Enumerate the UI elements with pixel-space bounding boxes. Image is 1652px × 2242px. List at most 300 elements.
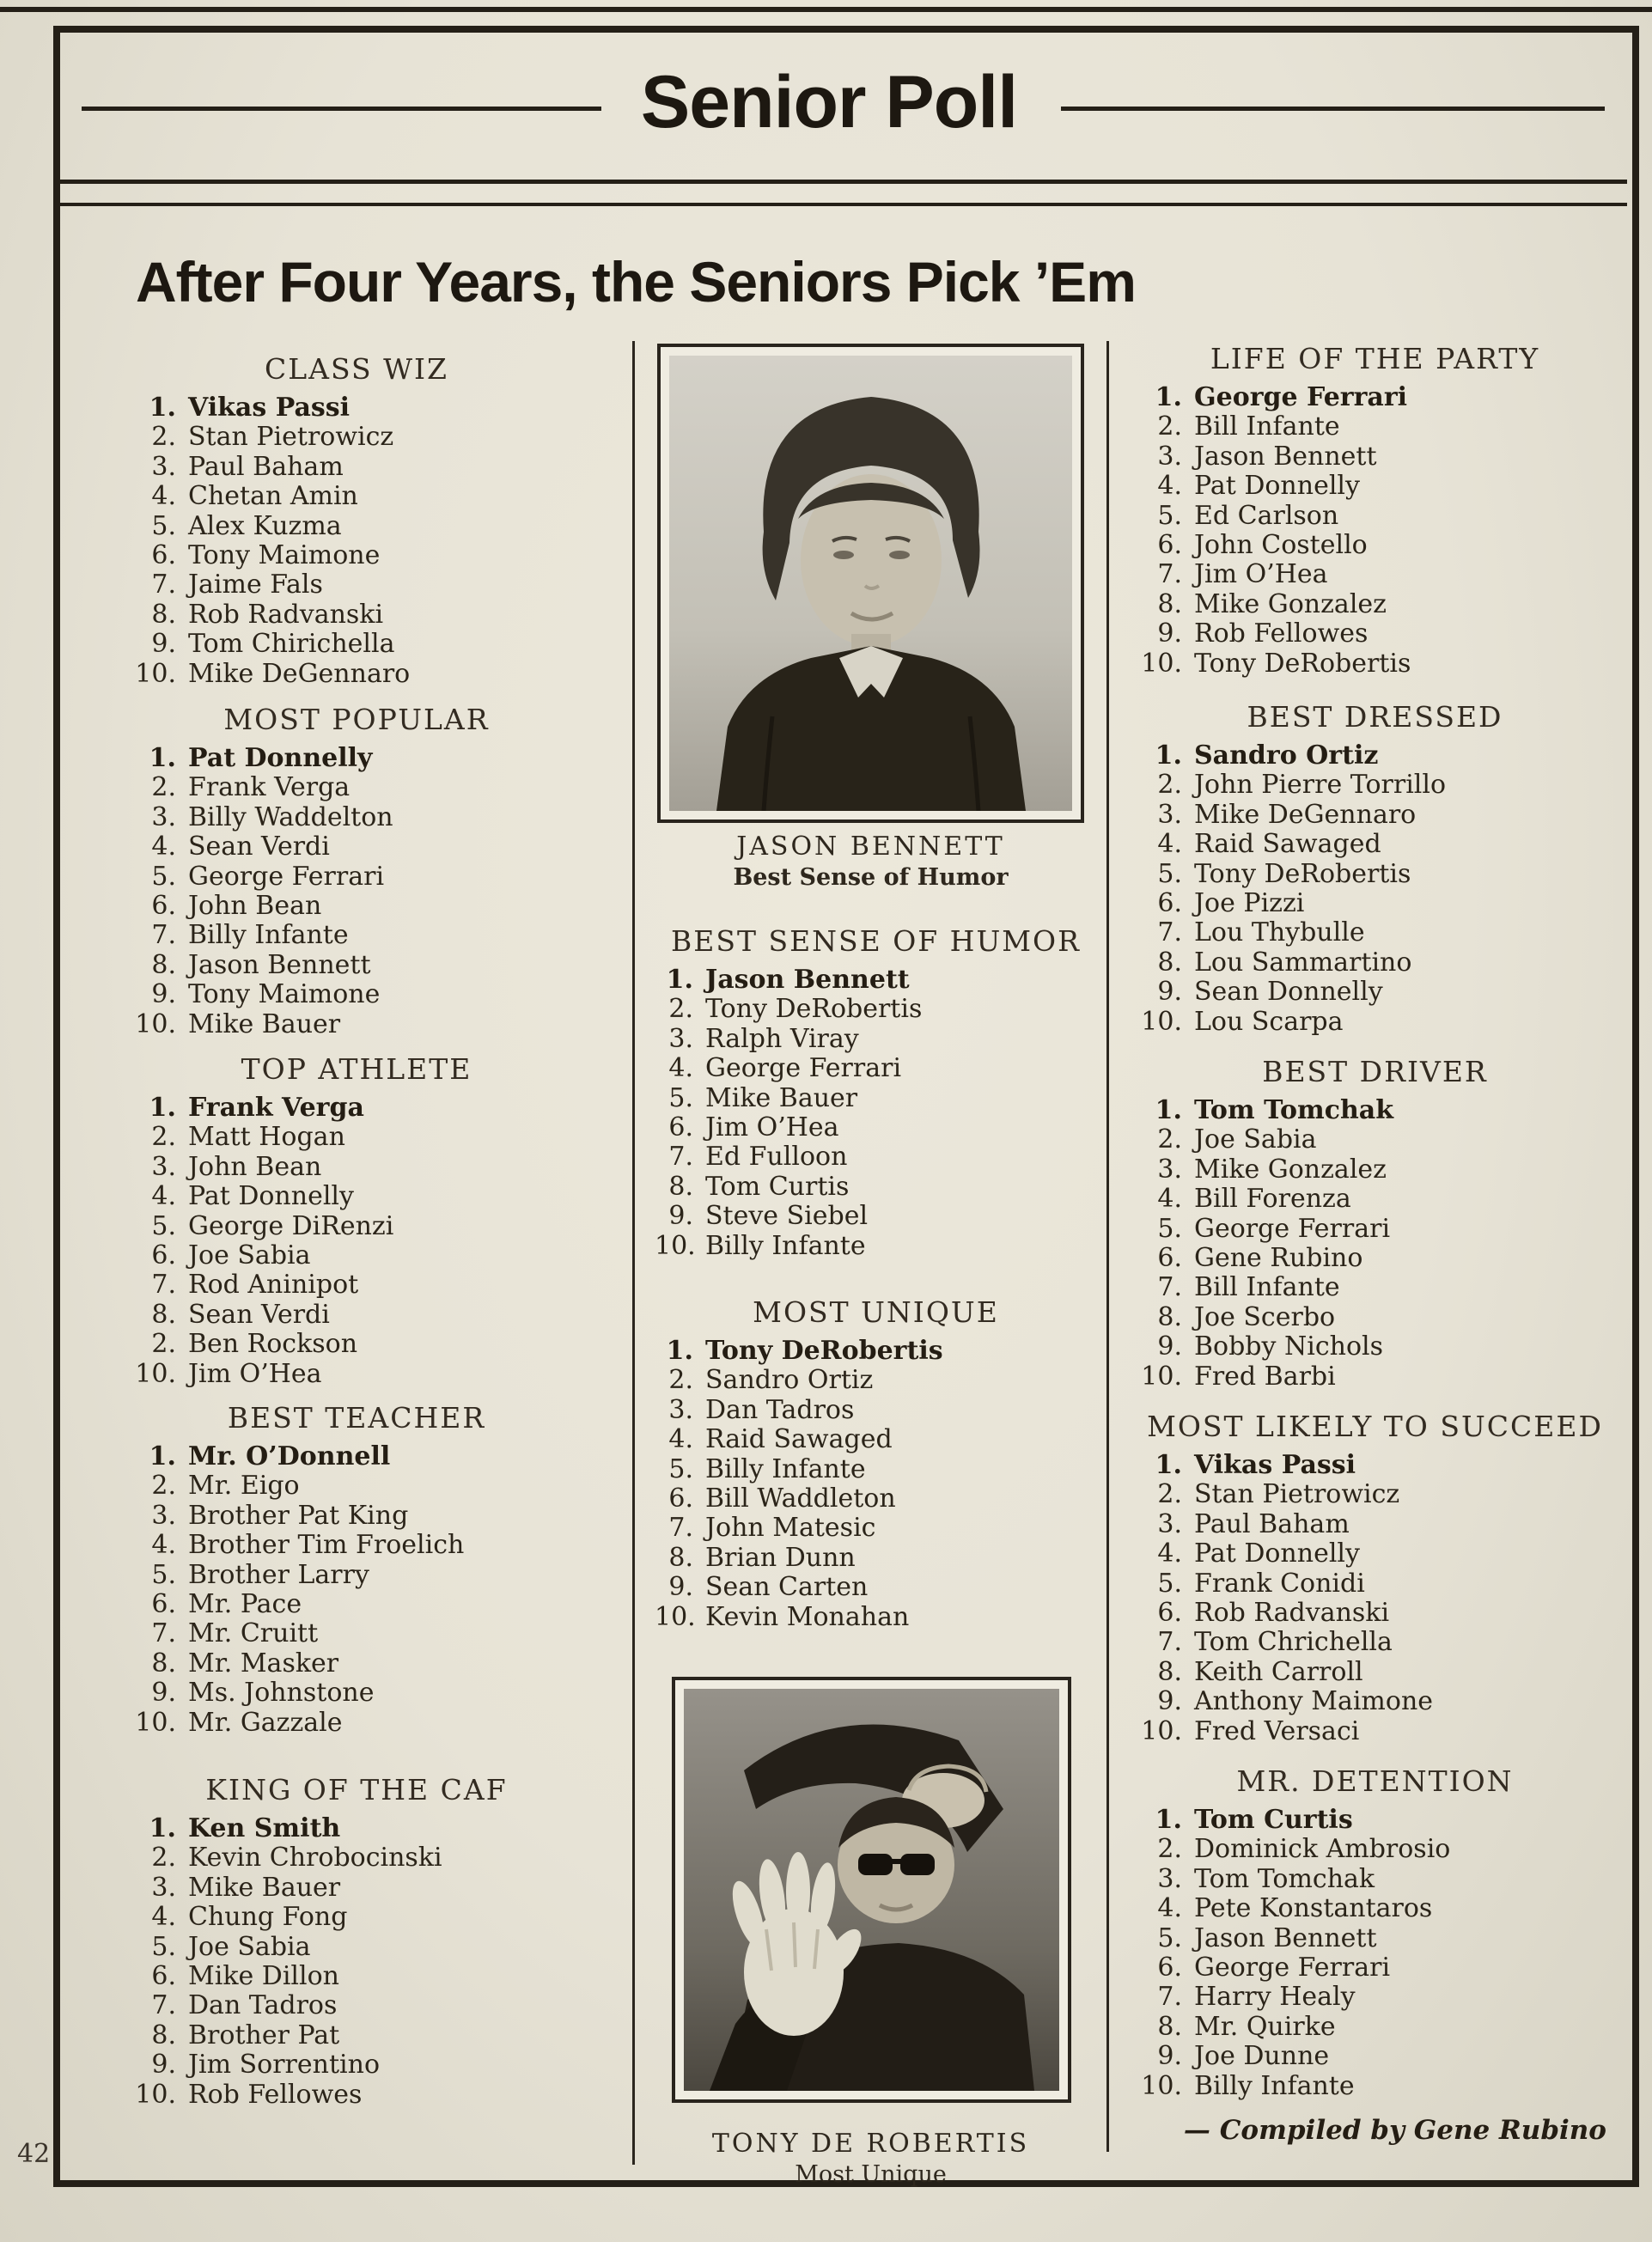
headline: After Four Years, the Seniors Pick ’Em [136, 250, 1136, 314]
poll-list-item [94, 1619, 619, 1648]
tony-derobertis-photo [672, 1677, 1071, 2103]
poll-rank-number: 7. [151, 1618, 176, 1649]
compiled-by-credit: — Compiled by Gene Rubino [1183, 2115, 1606, 2146]
poll-list-item [94, 570, 619, 600]
poll-list-item [1124, 830, 1626, 859]
poll-name: Jason Bennett [188, 949, 371, 980]
poll-section-best-driver [1124, 1055, 1626, 1392]
poll-list [94, 1094, 619, 1389]
poll-list-item [1124, 1480, 1626, 1509]
poll-name: Pat Donnelly [188, 743, 373, 773]
poll-rank-number: 10. [1141, 1006, 1182, 1037]
poll-list-item [1124, 383, 1626, 412]
poll-name: Frank Verga [188, 1093, 364, 1123]
poll-rank-number: 8. [1157, 1301, 1182, 1332]
column-divider-left [632, 341, 635, 2165]
poll-name: Vikas Passi [1194, 1450, 1356, 1480]
poll-list-item [1124, 1332, 1626, 1362]
poll-list-item [655, 1544, 1097, 1573]
poll-list-item [1124, 1539, 1626, 1569]
poll-name: Rob Radvanski [188, 599, 384, 630]
poll-list-item [1124, 1510, 1626, 1539]
jason-bennett-photo [657, 344, 1084, 823]
section-title: TOP ATHLETE [241, 1052, 472, 1086]
poll-rank-number: 2. [151, 422, 176, 453]
poll-name: Billy Infante [705, 1453, 866, 1484]
poll-list-item [655, 1514, 1097, 1543]
poll-rank-number: 4. [668, 1053, 693, 1084]
poll-list-item [94, 1270, 619, 1300]
poll-list [1124, 1451, 1626, 1746]
poll-list-item [94, 832, 619, 862]
poll-list-item [655, 1366, 1097, 1395]
poll-rank-number: 5. [151, 1931, 176, 1962]
poll-name: Jason Bennett [705, 965, 910, 995]
poll-list-item [1124, 1924, 1626, 1953]
poll-name: Dan Tadros [705, 1394, 855, 1425]
poll-list-item [1124, 978, 1626, 1007]
poll-rank-number: 1. [1155, 1450, 1182, 1480]
poll-rank-number: 1. [149, 1093, 176, 1123]
poll-name: Mike Gonzalez [1194, 588, 1387, 619]
poll-section-most-unique [655, 1295, 1097, 1632]
poll-list-item [94, 1678, 619, 1708]
poll-rank-number: 10. [655, 1601, 696, 1632]
poll-name: Kevin Chrobocinski [188, 1843, 442, 1873]
poll-rank-number: 4. [1157, 1893, 1182, 1924]
poll-rank-number: 5. [151, 1559, 176, 1590]
poll-name: Pat Donnelly [1194, 471, 1360, 502]
poll-list-item [655, 1084, 1097, 1113]
poll-list-item [1124, 1215, 1626, 1244]
poll-list-item [94, 1561, 619, 1590]
poll-list-item [655, 1232, 1097, 1261]
poll-list-item [94, 2081, 619, 2110]
section-title: MR. DETENTION [1236, 1764, 1514, 1798]
poll-name: Mike DeGennaro [1194, 799, 1417, 830]
poll-name: Brian Dunn [705, 1542, 856, 1573]
poll-list-item [94, 892, 619, 921]
poll-list-item [655, 1054, 1097, 1083]
poll-list-item [655, 1142, 1097, 1172]
poll-name: Jim Sorrentino [188, 2050, 381, 2081]
poll-name: Raid Sawaged [1194, 829, 1381, 860]
poll-rank-number: 8. [151, 2020, 176, 2050]
poll-rank-number: 9. [151, 629, 176, 660]
poll-rank-number: 10. [135, 658, 176, 689]
poll-name: Ben Rockson [188, 1329, 358, 1360]
poll-name: Ms. Johnstone [188, 1678, 375, 1709]
poll-rank-number: 5. [1157, 1922, 1182, 1953]
poll-rank-number: 9. [151, 1678, 176, 1709]
poll-name: Vikas Passi [188, 393, 351, 423]
poll-name: Mike Bauer [705, 1082, 858, 1113]
poll-name: Steve Siebel [705, 1201, 869, 1232]
page-title: Senior Poll [640, 61, 1018, 143]
poll-name: John Bean [188, 891, 322, 922]
poll-name: Joe Sabia [188, 1240, 311, 1271]
poll-name: Rod Aninipot [188, 1270, 359, 1301]
poll-rank-number: 3. [668, 1023, 693, 1054]
poll-list-item [94, 2050, 619, 2080]
poll-name: Jim O’Hea [188, 1358, 322, 1389]
poll-rank-number: 2. [1157, 770, 1182, 801]
poll-section-king-of-the-caf [94, 1773, 619, 2110]
poll-list-item [1124, 531, 1626, 560]
poll-rank-number: 7. [151, 920, 176, 951]
poll-list-item [94, 773, 619, 802]
poll-rank-number: 9. [1157, 618, 1182, 649]
poll-name: Tony DeRobertis [705, 1336, 943, 1366]
poll-list-item [1124, 1983, 1626, 2012]
poll-rank-number: 4. [151, 1530, 176, 1561]
poll-list-item [94, 1991, 619, 2020]
poll-name: Dominick Ambrosio [1194, 1834, 1451, 1865]
poll-rank-number: 9. [668, 1572, 693, 1603]
poll-rank-number: 7. [1157, 559, 1182, 590]
poll-list-item [1124, 2072, 1626, 2101]
tony-derobertis-portrait-illustration [684, 1689, 1059, 2091]
poll-name: Tom Chrichella [1194, 1627, 1393, 1658]
poll-name: Lou Sammartino [1194, 947, 1412, 978]
poll-name: Kevin Monahan [705, 1601, 910, 1632]
poll-list-item [1124, 771, 1626, 800]
jason-photo-caption [655, 832, 1087, 891]
poll-list-item [1124, 1628, 1626, 1657]
poll-name: Jason Bennett [1194, 1922, 1377, 1953]
poll-name: George Ferrari [705, 1053, 902, 1084]
poll-list-item [1124, 1185, 1626, 1214]
poll-name: Jaime Fals [188, 570, 323, 600]
poll-rank-number: 4. [151, 832, 176, 862]
poll-rank-number: 8. [151, 599, 176, 630]
poll-list-item [1124, 1658, 1626, 1687]
poll-name: John Pierre Torrillo [1194, 770, 1447, 801]
poll-name: Mr. Quirke [1194, 2011, 1336, 2042]
poll-list-item [94, 1471, 619, 1501]
poll-name: Pat Donnelly [1194, 1538, 1360, 1569]
poll-name: Alex Kuzma [188, 510, 342, 541]
column-divider-right [1106, 341, 1109, 2152]
poll-rank-number: 2. [1157, 1834, 1182, 1865]
poll-rank-number: 7. [1157, 1627, 1182, 1658]
poll-list [1124, 1806, 1626, 2101]
poll-name: Paul Baham [188, 451, 344, 482]
poll-rank-number: 3. [151, 801, 176, 832]
poll-list-item [1124, 560, 1626, 589]
poll-rank-number: 3. [151, 451, 176, 482]
poll-rank-number: 8. [668, 1542, 693, 1573]
poll-rank-number: 7. [151, 1270, 176, 1301]
poll-name: Jason Bennett [1194, 441, 1377, 472]
poll-name: Brother Tim Froelich [188, 1530, 465, 1561]
poll-name: Rob Fellowes [188, 2079, 363, 2110]
poll-rank-number: 7. [668, 1142, 693, 1173]
poll-rank-number: 8. [1157, 1656, 1182, 1687]
section-title: MOST POPULAR [223, 703, 490, 736]
poll-section-life-of-the-party [1124, 342, 1626, 679]
poll-rank-number: 9. [151, 979, 176, 1010]
poll-name: Raid Sawaged [705, 1424, 893, 1455]
poll-name: Ed Carlson [1194, 500, 1339, 531]
poll-list-item [94, 1843, 619, 1873]
poll-list-item [1124, 1953, 1626, 1983]
poll-name: Mr. Gazzale [188, 1707, 343, 1738]
poll-name: Brother Pat [188, 2020, 340, 2050]
poll-rank-number: 5. [151, 1210, 176, 1241]
section-title: MOST LIKELY TO SUCCEED [1147, 1410, 1603, 1443]
poll-list-item [94, 1442, 619, 1471]
poll-list-item [1124, 619, 1626, 649]
poll-list-item [94, 600, 619, 630]
jason-bennett-portrait-illustration [669, 356, 1072, 811]
poll-list [655, 966, 1097, 1261]
poll-name: Mr. Eigo [188, 1471, 300, 1502]
poll-list-item [94, 921, 619, 950]
poll-name: Billy Infante [188, 920, 349, 951]
poll-list-item [94, 1301, 619, 1330]
poll-list-item [655, 1603, 1097, 1632]
poll-rank-number: 5. [151, 510, 176, 541]
poll-name: Dan Tadros [188, 1990, 338, 2021]
section-title: KING OF THE CAF [205, 1773, 508, 1806]
poll-name: Fred Barbi [1194, 1361, 1336, 1392]
poll-list-item [655, 1113, 1097, 1142]
poll-rank-number: 2. [1157, 1124, 1182, 1155]
poll-rank-number: 6. [151, 1589, 176, 1620]
poll-rank-number: 2. [151, 1329, 176, 1360]
poll-name: Keith Carroll [1194, 1656, 1363, 1687]
poll-list-item [94, 1873, 619, 1903]
section-title: MOST UNIQUE [753, 1295, 999, 1329]
poll-rank-number: 10. [1141, 2070, 1182, 2101]
poll-name: Rob Fellowes [1194, 618, 1369, 649]
poll-rank-number: 3. [151, 1151, 176, 1182]
masthead-rule-upper [60, 180, 1627, 184]
poll-list-item [94, 1123, 619, 1152]
poll-list-item [94, 1153, 619, 1182]
poll-list [1124, 1096, 1626, 1392]
poll-list-item [94, 1814, 619, 1843]
poll-list-item [1124, 1303, 1626, 1332]
poll-name: Harry Healy [1194, 1982, 1356, 2013]
poll-list-item [94, 744, 619, 773]
poll-name: Tom Curtis [1194, 1805, 1353, 1835]
poll-rank-number: 3. [1157, 441, 1182, 472]
poll-list-item [94, 541, 619, 570]
poll-name: Frank Verga [188, 772, 351, 803]
poll-list-item [655, 1025, 1097, 1054]
poll-list-item [1124, 1894, 1626, 1923]
tony-photo-caption [655, 2129, 1087, 2188]
poll-list-item [94, 453, 619, 482]
poll-list [1124, 383, 1626, 679]
poll-list-item [94, 1360, 619, 1389]
poll-rank-number: 1. [1155, 1095, 1182, 1125]
poll-list-item [655, 1573, 1097, 1602]
poll-section-most-likely-to-succeed [1124, 1410, 1626, 1746]
poll-list-item [655, 966, 1097, 995]
poll-rank-number: 2. [151, 1471, 176, 1502]
poll-rank-number: 7. [1157, 1272, 1182, 1303]
poll-list-item [1124, 918, 1626, 947]
poll-rank-number: 2. [151, 1122, 176, 1153]
poll-name: Bill Infante [1194, 411, 1340, 442]
poll-rank-number: 10. [1141, 1715, 1182, 1746]
poll-rank-number: 4. [151, 1902, 176, 1933]
poll-list-item [1124, 1451, 1626, 1480]
caption-role: Most Unique [795, 2161, 947, 2188]
poll-list-item [1124, 1273, 1626, 1302]
poll-name: Tom Curtis [705, 1171, 850, 1202]
poll-name: Joe Pizzi [1194, 888, 1305, 919]
poll-list-item [655, 1455, 1097, 1484]
poll-rank-number: 2. [151, 772, 176, 803]
poll-name: Tony DeRobertis [1194, 858, 1411, 889]
poll-rank-number: 1. [1155, 382, 1182, 412]
poll-name: Mr. O’Donnell [188, 1441, 391, 1471]
poll-rank-number: 7. [151, 1990, 176, 2021]
poll-name: Ed Fulloon [705, 1142, 848, 1173]
poll-name: Mike Bauer [188, 1008, 341, 1039]
poll-name: Bill Infante [1194, 1272, 1340, 1303]
poll-rank-number: 5. [151, 861, 176, 892]
section-title: LIFE OF THE PARTY [1210, 342, 1540, 375]
poll-rank-number: 2. [1157, 411, 1182, 442]
poll-rank-number: 6. [1157, 1243, 1182, 1274]
poll-list-item [655, 1202, 1097, 1231]
poll-rank-number: 9. [1157, 1686, 1182, 1717]
poll-name: Sean Verdi [188, 832, 330, 862]
poll-rank-number: 6. [1157, 888, 1182, 919]
poll-list-item [94, 1903, 619, 1932]
poll-name: Brother Larry [188, 1559, 369, 1590]
poll-name: Sandro Ortiz [1194, 740, 1379, 771]
poll-rank-number: 8. [151, 949, 176, 980]
poll-section-best-teacher [94, 1401, 619, 1738]
poll-list-item [1124, 2013, 1626, 2042]
poll-name: Fred Versaci [1194, 1715, 1360, 1746]
poll-name: Sean Carten [705, 1572, 869, 1603]
poll-list-item [1124, 1096, 1626, 1125]
poll-list-item [94, 1241, 619, 1270]
poll-list-item [655, 1173, 1097, 1202]
poll-rank-number: 7. [1157, 917, 1182, 948]
poll-rank-number: 6. [668, 1483, 693, 1514]
poll-list-item [1124, 1599, 1626, 1628]
poll-list-item [94, 1182, 619, 1211]
caption-role: Best Sense of Humor [733, 864, 1009, 891]
poll-name: Brother Pat King [188, 1500, 409, 1531]
poll-rank-number: 6. [151, 1240, 176, 1271]
poll-list-item [94, 512, 619, 541]
poll-list [94, 393, 619, 689]
poll-list-item [1124, 1362, 1626, 1392]
poll-rank-number: 3. [151, 1872, 176, 1903]
poll-rank-number: 10. [1141, 648, 1182, 679]
poll-list-item [94, 951, 619, 980]
poll-rank-number: 10. [135, 1707, 176, 1738]
poll-name: Billy Waddelton [188, 801, 393, 832]
poll-rank-number: 4. [151, 481, 176, 512]
section-title: BEST DRESSED [1247, 700, 1503, 734]
poll-rank-number: 6. [1157, 1953, 1182, 1983]
poll-name: John Matesic [705, 1513, 876, 1544]
poll-rank-number: 8. [151, 1299, 176, 1330]
poll-rank-number: 1. [666, 1336, 693, 1366]
poll-rank-number: 5. [1157, 1568, 1182, 1599]
caption-name: JASON BENNETT [736, 832, 1005, 862]
poll-rank-number: 7. [668, 1513, 693, 1544]
poll-list-item [94, 423, 619, 452]
poll-list-item [94, 1590, 619, 1619]
poll-name: Mr. Cruitt [188, 1618, 319, 1649]
poll-rank-number: 1. [149, 743, 176, 773]
poll-list-item [1124, 1717, 1626, 1746]
poll-rank-number: 8. [1157, 947, 1182, 978]
poll-name: George Ferrari [188, 861, 385, 892]
poll-list-item [94, 1094, 619, 1123]
poll-name: Tony Maimone [188, 540, 381, 571]
poll-list-item [1124, 1155, 1626, 1185]
poll-name: Ken Smith [188, 1813, 341, 1843]
poll-rank-number: 9. [1157, 977, 1182, 1008]
poll-list-item [1124, 2042, 1626, 2071]
poll-section-most-popular [94, 703, 619, 1039]
poll-rank-number: 4. [1157, 1184, 1182, 1215]
poll-list-item [1124, 741, 1626, 771]
poll-list-item [94, 803, 619, 832]
poll-list-item [94, 1330, 619, 1359]
poll-rank-number: 7. [1157, 1982, 1182, 2013]
poll-list-item [1124, 590, 1626, 619]
poll-name: George Ferrari [1194, 382, 1408, 412]
poll-name: Tom Tomchak [1194, 1095, 1394, 1125]
poll-rank-number: 6. [1157, 530, 1182, 561]
poll-section-best-sense-of-humor [655, 924, 1097, 1261]
poll-name: Bill Waddleton [705, 1483, 896, 1514]
title-left-rule [82, 107, 601, 111]
poll-name: Lou Thybulle [1194, 917, 1365, 948]
poll-list-item [1124, 1865, 1626, 1894]
poll-name: Anthony Maimone [1194, 1686, 1434, 1717]
poll-list-item [1124, 1125, 1626, 1155]
poll-rank-number: 10. [1141, 1361, 1182, 1392]
poll-rank-number: 5. [1157, 1213, 1182, 1244]
poll-rank-number: 1. [149, 1441, 176, 1471]
poll-list-item [94, 1933, 619, 1962]
poll-list-item [655, 995, 1097, 1024]
poll-section-class-wiz [94, 352, 619, 689]
title-right-rule [1061, 107, 1605, 111]
poll-list-item [1124, 1687, 1626, 1716]
poll-list [94, 744, 619, 1039]
page-number: 42 [17, 2139, 51, 2169]
poll-name: Tom Chirichella [188, 629, 395, 660]
poll-name: Sandro Ortiz [705, 1365, 874, 1396]
poll-rank-number: 3. [1157, 1863, 1182, 1894]
poll-list-item [94, 1010, 619, 1039]
poll-name: Pat Donnelly [188, 1181, 354, 1212]
poll-rank-number: 10. [135, 2079, 176, 2110]
section-title: CLASS WIZ [264, 352, 448, 386]
poll-rank-number: 6. [1157, 1598, 1182, 1629]
poll-rank-number: 1. [1155, 740, 1182, 771]
poll-list-item [1124, 1806, 1626, 1835]
poll-name: George Ferrari [1194, 1953, 1391, 1983]
poll-name: Joe Sabia [188, 1931, 311, 1962]
poll-name: John Costello [1194, 530, 1368, 561]
